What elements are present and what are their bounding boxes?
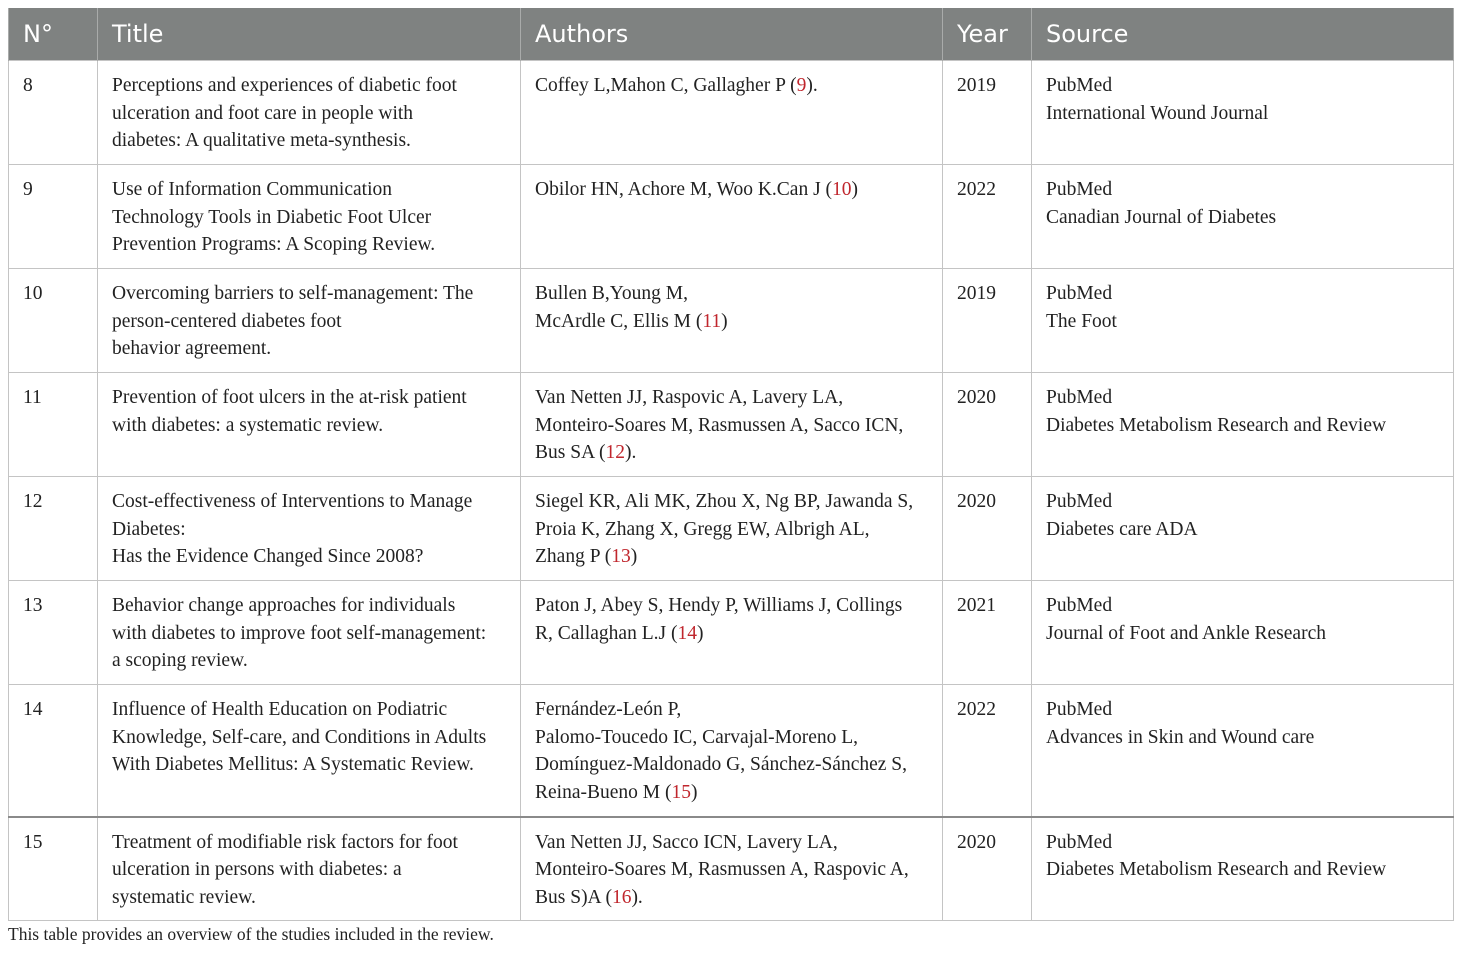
reference-link[interactable]: 9 — [796, 75, 807, 96]
table-row — [9, 581, 1454, 685]
cell-title: Use of Information Communication Technology Tools in Diabetic Foot Ulcer Prevention Programs: A Scoping Review. — [98, 165, 521, 269]
cell-no: 15 — [9, 817, 98, 921]
cell-year: 2021 — [943, 581, 1032, 685]
cell-no: 9 — [9, 165, 98, 269]
authors-suffix: ). — [624, 442, 637, 464]
source-database: PubMed — [1046, 831, 1113, 853]
cell-year: 2019 — [943, 269, 1032, 373]
authors-text: Van Netten JJ, Sacco ICN, Lavery LA, Monteiro-Soares M, Rasmussen A, Raspovic A, Bus S)A ( — [535, 831, 909, 908]
authors-suffix: ). — [806, 75, 818, 96]
header-title: Title — [98, 8, 521, 61]
source-journal: Advances in Skin and Wound care — [1046, 726, 1315, 748]
cell-title: Cost-effectiveness of Interventions to Manage Diabetes: Has the Evidence Changed Since 2008? — [98, 477, 521, 581]
table-footnote: This table provides an overview of the studies included in the review. — [8, 924, 494, 944]
cell-source — [1032, 581, 1454, 685]
source-database: PubMed — [1046, 595, 1113, 616]
header-source: Source — [1032, 8, 1454, 61]
cell-title: Influence of Health Education on Podiatric Knowledge, Self-care, and Conditions in Adults With Diabetes Mellitus: A Systematic Review. — [98, 685, 521, 817]
reference-link[interactable]: 14 — [677, 622, 697, 644]
reference-link[interactable]: 12 — [605, 442, 625, 464]
authors-text: Siegel KR, Ali MK, Zhou X, Ng BP, Jawanda S, Proia K, Zhang X, Gregg EW, Albrigh AL, Zhang P ( — [535, 491, 914, 568]
cell-no: 11 — [9, 373, 98, 477]
cell-source — [1032, 477, 1454, 581]
authors-text: Obilor HN, Achore M, Woo K.Can J ( — [535, 179, 833, 200]
studies-table — [8, 8, 1454, 921]
cell-title: Perceptions and experiences of diabetic foot ulceration and foot care in people with diabetes: A qualitative meta-synthesis. — [98, 61, 521, 165]
cell-authors — [521, 373, 943, 477]
cell-year: 2022 — [943, 685, 1032, 817]
cell-source — [1032, 685, 1454, 817]
table-row — [9, 61, 1454, 165]
cell-no: 13 — [9, 581, 98, 685]
cell-no: 12 — [9, 477, 98, 581]
cell-no: 10 — [9, 269, 98, 373]
table-row — [9, 165, 1454, 269]
cell-year: 2022 — [943, 165, 1032, 269]
source-database: PubMed — [1046, 491, 1113, 512]
cell-source — [1032, 165, 1454, 269]
table-row — [9, 373, 1454, 477]
header-no: N° — [9, 8, 98, 61]
cell-title: Treatment of modifiable risk factors for foot ulceration in persons with diabetes: a systematic review. — [98, 817, 521, 921]
authors-suffix: ) — [690, 781, 698, 803]
cell-source — [1032, 61, 1454, 165]
authors-suffix: ) — [851, 179, 859, 200]
cell-authors — [521, 61, 943, 165]
source-journal: Journal of Foot and Ankle Research — [1046, 622, 1326, 644]
source-journal: Diabetes care ADA — [1046, 518, 1198, 540]
reference-link[interactable]: 15 — [671, 781, 691, 803]
source-database: PubMed — [1046, 283, 1113, 304]
cell-authors — [521, 581, 943, 685]
cell-authors — [521, 817, 943, 921]
header-authors: Authors — [521, 8, 943, 61]
authors-text: Fernández-León P, Palomo-Toucedo IC, Carvajal-Moreno L, Domínguez-Maldonado G, Sánchez-Sánchez S, Reina-Bueno M ( — [535, 699, 908, 803]
authors-text: Van Netten JJ, Raspovic A, Lavery LA, Monteiro-Soares M, Rasmussen A, Sacco ICN, Bus SA ( — [535, 387, 904, 464]
cell-title: Behavior change approaches for individuals with diabetes to improve foot self-management: a scoping review. — [98, 581, 521, 685]
cell-no: 8 — [9, 61, 98, 165]
cell-year: 2020 — [943, 373, 1032, 477]
source-journal: Canadian Journal of Diabetes — [1046, 206, 1277, 228]
authors-text: Bullen B,Young M, McArdle C, Ellis M ( — [535, 283, 703, 332]
table-row — [9, 817, 1454, 921]
cell-source — [1032, 373, 1454, 477]
authors-text: Coffey L,Mahon C, Gallagher P ( — [535, 75, 797, 96]
cell-authors — [521, 477, 943, 581]
source-database: PubMed — [1046, 387, 1113, 408]
cell-authors — [521, 165, 943, 269]
reference-link[interactable]: 13 — [611, 546, 631, 568]
authors-text: Paton J, Abey S, Hendy P, Williams J, Collings R, Callaghan L.J ( — [535, 595, 903, 644]
authors-suffix: ) — [721, 310, 728, 332]
authors-suffix: ) — [696, 622, 704, 644]
source-database: PubMed — [1046, 179, 1113, 200]
cell-no: 14 — [9, 685, 98, 817]
cell-authors — [521, 685, 943, 817]
source-database: PubMed — [1046, 75, 1113, 96]
source-journal: Diabetes Metabolism Research and Review — [1046, 414, 1387, 436]
table-row — [9, 685, 1454, 817]
cell-title: Overcoming barriers to self-management: The person-centered diabetes foot behavior agreement. — [98, 269, 521, 373]
header-year: Year — [943, 8, 1032, 61]
cell-authors — [521, 269, 943, 373]
cell-year: 2020 — [943, 477, 1032, 581]
cell-year: 2020 — [943, 817, 1032, 921]
authors-suffix: ) — [630, 546, 638, 568]
cell-source — [1032, 269, 1454, 373]
table-row — [9, 477, 1454, 581]
authors-suffix: ). — [631, 886, 643, 908]
source-journal: International Wound Journal — [1046, 102, 1269, 124]
cell-year: 2019 — [943, 61, 1032, 165]
source-journal: Diabetes Metabolism Research and Review — [1046, 859, 1387, 881]
source-journal: The Foot — [1046, 310, 1117, 332]
reference-link[interactable]: 16 — [611, 886, 632, 908]
cell-title: Prevention of foot ulcers in the at-risk patient with diabetes: a systematic review. — [98, 373, 521, 477]
table-row — [9, 269, 1454, 373]
reference-link[interactable]: 11 — [702, 310, 722, 332]
header-row — [9, 8, 1454, 61]
reference-link[interactable]: 10 — [832, 179, 852, 200]
source-database: PubMed — [1046, 699, 1113, 720]
cell-source — [1032, 817, 1454, 921]
